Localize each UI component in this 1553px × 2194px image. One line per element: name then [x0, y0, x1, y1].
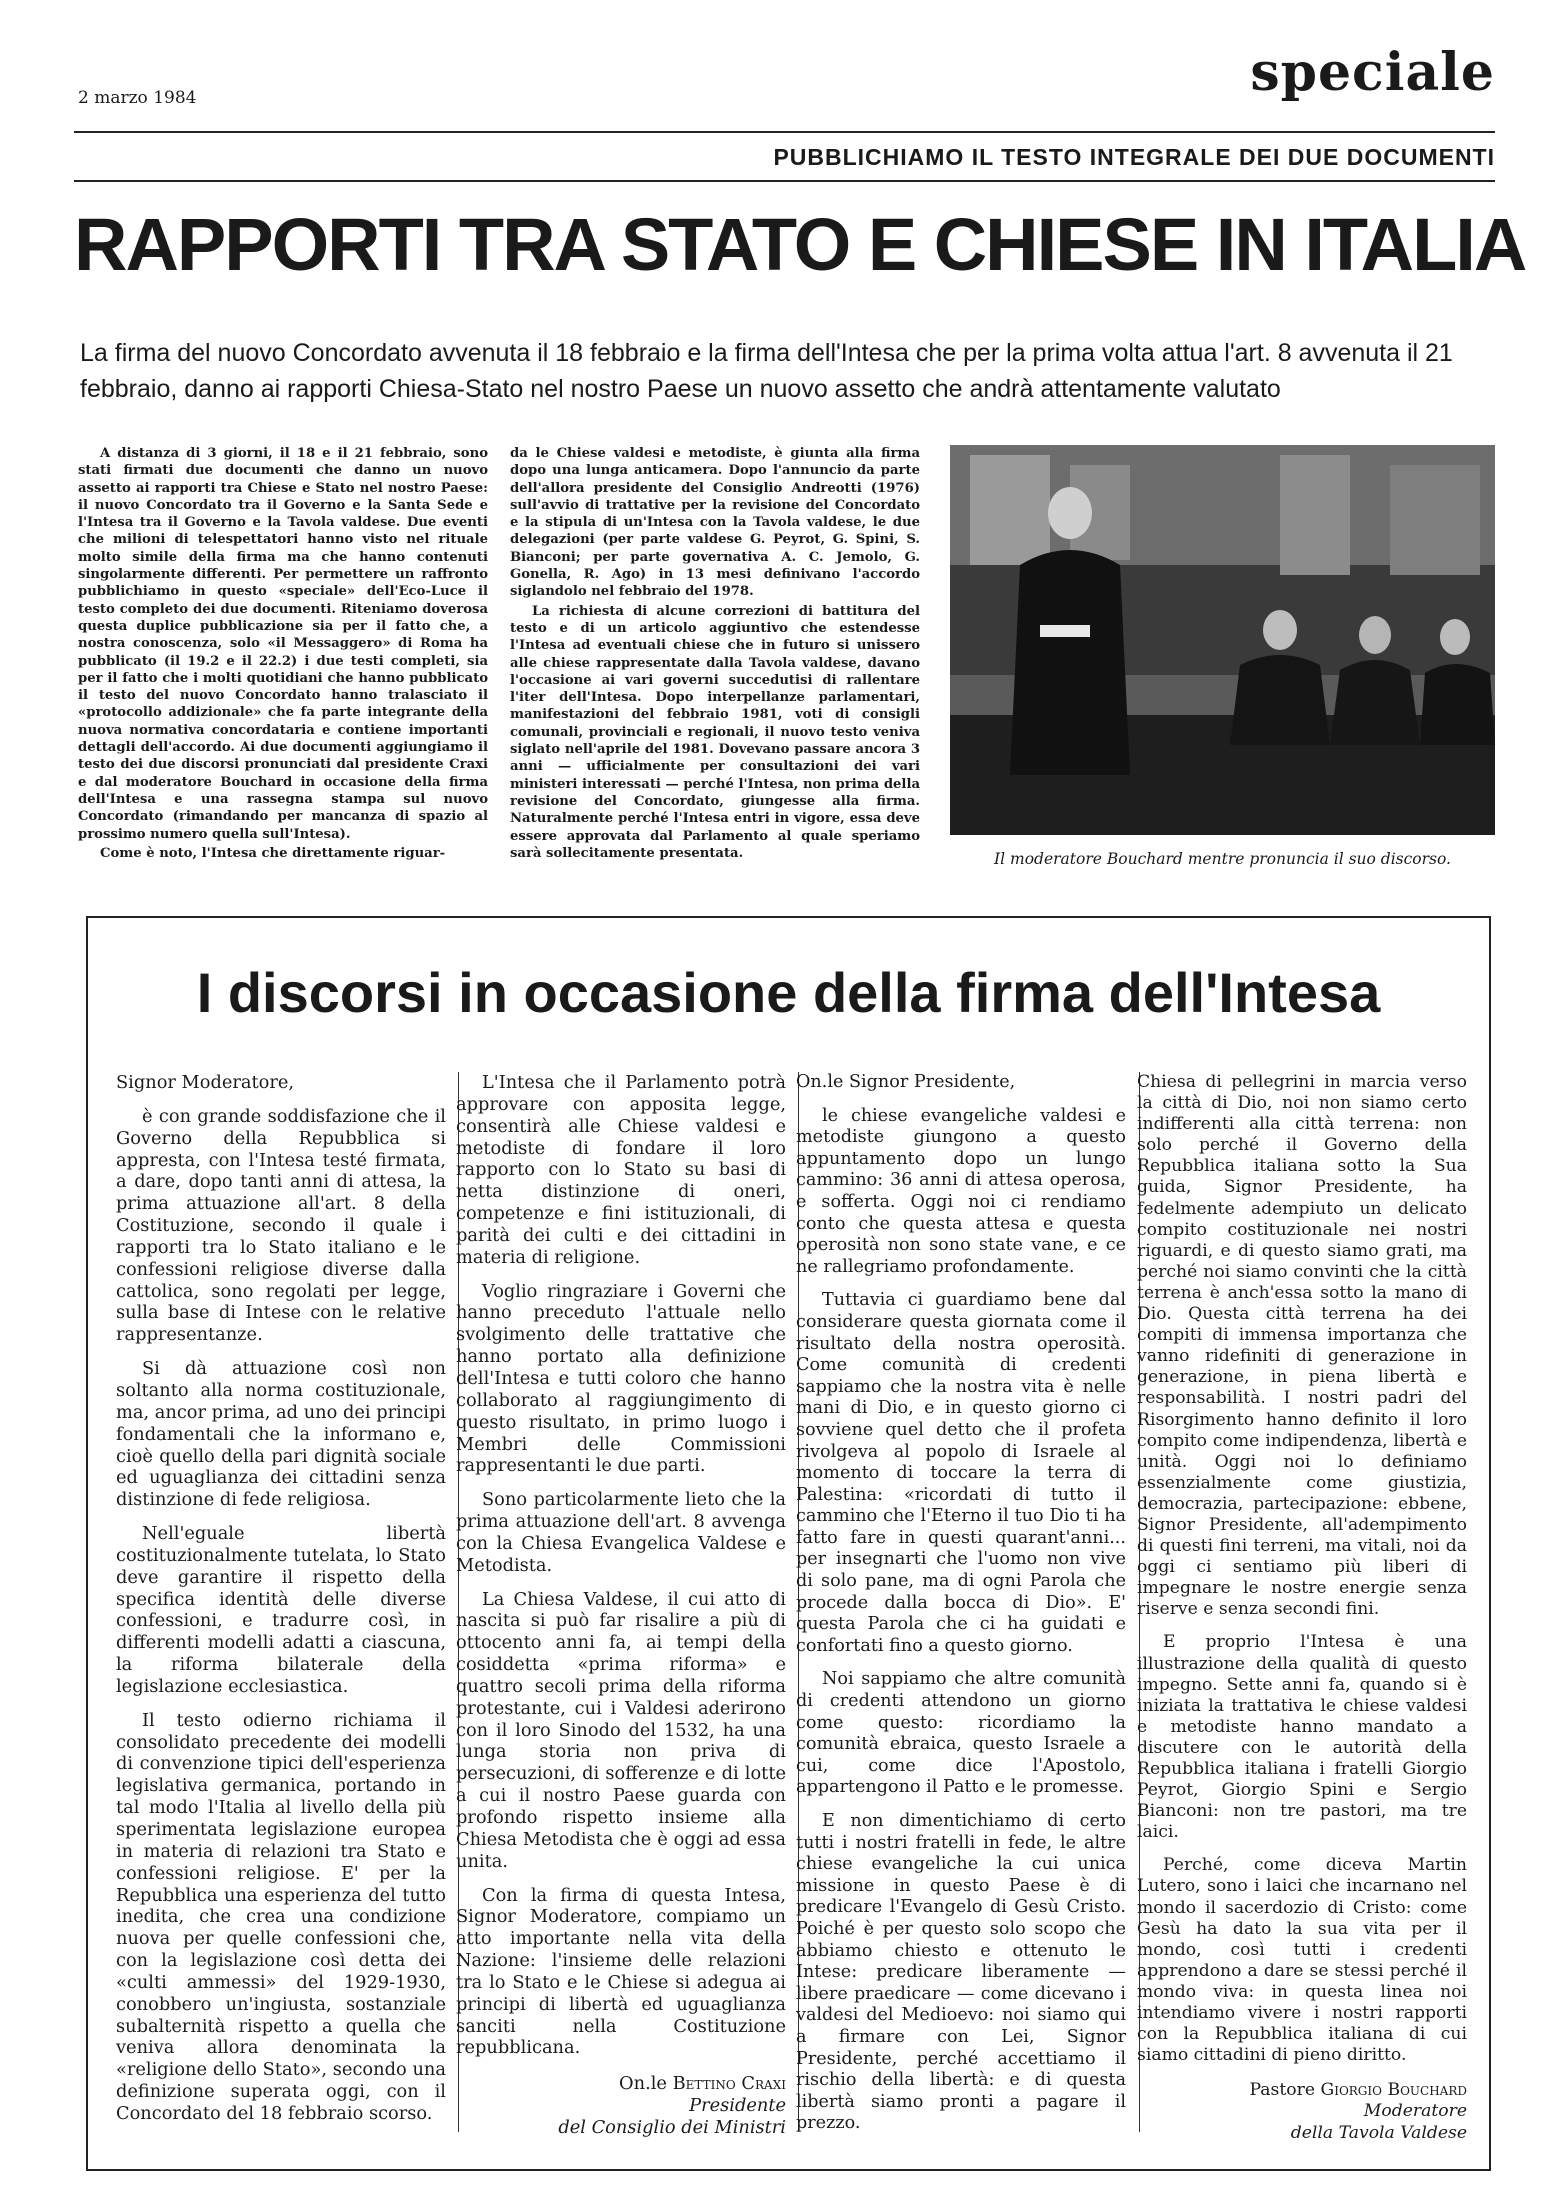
salutation: Signor Moderatore,: [116, 1072, 295, 1093]
bouchard-signature: [1137, 2080, 1467, 2143]
speech-paragraph: Tuttavia ci guardiamo bene dal considerare questa giornata come il risultato della nostra operosità. Come comunità di credenti sappiamo che la nostra vita è nelle mani di Dio, e in questo giorno ci sovviene quel detto che il profeta rivolgeva al popolo di Israele al momento di toccare la terra di Palestina: «ricordati di tutto il cammino che l'Eterno il tuo Dio ti ha fatto fare in questi quarant'anni... per insegnarti che l'uomo non vive di solo pane, ma di ogni Parola che procede dalla bocca di Dio». E' questa Parola che ci ha guidati e confortati fino a questo giorno.: [796, 1290, 1126, 1656]
craxi-signature: [456, 2073, 786, 2139]
intro-paragraph: La richiesta di alcune correzioni di battitura del testo e di un articolo aggiuntivo che estendesse l'Intesa ad eventuali chiese che in futuro si unissero alle chiese rappresentate dalla Tavola valdese, davano l'occasione ai vari governi succedutisi di rallentare l'iter dell'Intesa. Dopo interpellanze parlamentari, manifestazioni del febbraio 1981, voti di consigli comunali, provinciali e regionali, il nuovo testo veniva siglato nell'aprile del 1981. Dovevano passare ancora 3 anni — ufficialmente per consultazioni dei vari ministeri interessati — perché l'Intesa, non prima della revisione del Concordato, giungesse alla firma. Naturalmente perché l'Intesa entri in vigore, essa deve essere approvata dal Parlamento al quale speriamo sarà sollecitamente presentata.: [510, 603, 920, 861]
speech-paragraph: Sono particolarmente lieto che la prima attuazione dell'art. 8 avvenga con la Chiesa Evangelica Valdese e Metodista.: [456, 1489, 786, 1576]
headline: RAPPORTI TRA STATO E CHIESE IN ITALIA: [74, 203, 1526, 286]
intro-paragraph: A distanza di 3 giorni, il 18 e il 21 febbraio, sono stati firmati due documenti che danno un nuovo assetto ai rapporti tra Chiese e Stato nel nostro Paese: il nuovo Concordato tra il Governo e la Santa Sede e l'Intesa tra il Governo e la Tavola valdese. Due eventi che milioni di telespettatori hanno visto nel rituale molto simile della firma ma che hanno contenuti singolarmente differenti. Per permettere un raffronto pubblichiamo in questo «speciale» dell'Eco-Luce il testo completo dei due documenti. Riteniamo doverosa questa duplice pubblicazione sia per il fatto che, a nostra conoscenza, solo «il Messaggero» di Roma ha pubblicato (il 19.2 e il 22.2) i due testi completi, sia per il fatto che i molti quotidiani che hanno pubblicato il testo del nuovo Concordato hanno tralasciato il «protocollo addizionale» che fa parte integrante della nuova normativa concordataria e contiene importanti dettagli dell'accordo. Ai due documenti aggiungiamo il testo dei due discorsi pronunciati dal presidente Craxi e dal moderatore Bouchard in occasione della firma dell'Intesa e una rassegna stampa sul nuovo Concordato (rimandando per mancanza di spazio al prossimo numero quella sull'Intesa).: [78, 446, 488, 842]
speech-paragraph: E non dimentichiamo di certo tutti i nostri fratelli in fede, le altre chiese evangeliche la cui unica missione in questo Paese è di predicare l'Evangelo di Gesù Cristo. Poiché è per questo solo scopo che abbiamo chiesto e ottenuto le Intese: predicare liberamente — libere praedicare — come dicevano i valdesi del Medioevo: noi siamo qui a firmare con Lei, Signor Presidente, perché accettiamo il rischio della libertà: e di questa libertà siamo pronti a pagare il prezzo.: [796, 1811, 1126, 2134]
kicker-rule: [74, 180, 1495, 182]
intro-paragraph: da le Chiese valdesi e metodiste, è giunta alla firma dopo una lunga anticamera. Dopo l'annuncio da parte dell'allora presidente del Consiglio Andreotti (1976) sull'avvio di trattative per la revisione del Concordato e la stipula di un'Intesa con la Tavola valdese, le due delegazioni (per parte valdese G. Peyrot, G. Spini, S. Bianconi; per parte governativa A. C. Jemolo, G. Gonella, R. Ago) in 13 mesi definivano l'accordo siglandolo nel febbraio del 1978.: [510, 446, 920, 600]
speech-paragraph: L'Intesa che il Parlamento potrà approvare con apposita legge, consentirà alle Chiese valdesi e metodiste di fondare il loro rapporto con lo Stato su basi di netta distinzione di oneri, competenze e fini istituzionali, di parità dei culti e dei cittadini in materia di religione.: [456, 1072, 786, 1268]
speech-paragraph: Noi sappiamo che altre comunità di credenti attendono un giorno come questo: ricordiamo la comunità ebraica, questo Israele a cui, come dice l'Apostolo, appartengono il Patto e le promesse.: [796, 1669, 1126, 1798]
header-rule: [74, 131, 1495, 133]
speech-paragraph: Perché, come diceva Martin Lutero, sono i laici che incarnano nel mondo il sacerdozio di Cristo: come Gesù ha dato la sua vita per il mondo, così tutti i credenti apprendono a dare se stessi perché il mondo viva: in questa linea noi intendiamo vivere i nostri rapporti con la Repubblica italiana di cui siamo cittadini di pieno diritto.: [1137, 1855, 1467, 2066]
issue-date: 2 marzo 1984: [78, 88, 197, 108]
intro-paragraph: Come è noto, l'Intesa che direttamente riguar-: [100, 845, 446, 861]
photo-moderator-speech: [950, 445, 1495, 835]
craxi-speech-col-1: [116, 1072, 446, 2137]
speech-paragraph: E proprio l'Intesa è una illustrazione della qualità di questo impegno. Sette anni fa, quando si è iniziata la trattativa le chiese valdesi e metodiste hanno mandato a discutere con le autorità della Repubblica italiana i fratelli Giorgio Peyrot, Giorgio Spini e Sergio Bianconi: non tre pastori, ma tre laici.: [1137, 1632, 1467, 1843]
speech-paragraph: è con grande soddisfazione che il Governo della Repubblica si appresta, con l'Intesa testé firmata, a dare, dopo tanti anni di attesa, la prima attuazione all'art. 8 della Costituzione, secondo il quale i rapporti tra lo Stato italiano e le confessioni religiose diverse dalla cattolica, sono regolati per legge, sulla base di Intese con le relative rappresentanze.: [116, 1105, 446, 1346]
bouchard-speech-col-2: [1137, 1072, 1467, 2144]
bouchard-speech-col-1: [796, 1072, 1126, 2147]
signature-name: Giorgio Bouchard: [1320, 2080, 1467, 2101]
speech-paragraph: Con la firma di questa Intesa, Signor Moderatore, compiamo un atto importante nella vita della Nazione: l'insieme delle relazioni tra lo Stato e le Chiese si adegua ai principi di libertà ed uguaglianza sanciti nella Costituzione repubblicana.: [456, 1884, 786, 2059]
speech-paragraph: Nell'eguale libertà costituzionalmente tutelata, lo Stato deve garantire il rispetto della specifica identità delle diverse confessioni, e tradurre così, in differenti modelli adatti a ciascuna, la riforma bilaterale della legislazione ecclesiastica.: [116, 1523, 446, 1697]
signature-role: della Tavola Valdese: [1290, 2122, 1467, 2143]
speech-paragraph: Chiesa di pellegrini in marcia verso la città di Dio, noi non siamo certo indifferenti alla città terrena: non solo perché il Governo della Repubblica italiana sotto la Sua guida, Signor Presidente, ha fedelmente adempiuto un delicato compito costituzionale nei nostri riguardi, e di questo siamo grati, ma perché noi siamo convinti che la città terrena è anch'essa sotto la mano di Dio. Questa città terrena ha dei compiti di immensa importanza che vanno ridefiniti di generazione in generazione, in piena libertà e responsabilità. I nostri padri del Risorgimento hanno definito il loro compito come indipendenza, libertà e unità. Oggi noi lo definiamo essenzialmente come giustizia, democrazia, partecipazione: ebbene, Signor Presidente, all'adempimento di questi fini terreni, ma vitali, noi da oggi ci sentiamo più liberi di impegnare le nostre energie senza riserve e senza secondi fini.: [1137, 1072, 1467, 1620]
signature-role: del Consiglio dei Ministri: [558, 2116, 786, 2138]
speech-paragraph: Si dà attuazione così non soltanto alla norma costituzionale, ma, ancor prima, ad uno dei principi fondamentali che la informano e, cioè quello della pari dignità sociale ed uguaglianza dei cittadini senza distinzione di fede religiosa.: [116, 1358, 446, 1511]
signature-role: Presidente: [689, 2095, 786, 2117]
intro-column-2: [510, 445, 920, 864]
speech-paragraph: Il testo odierno richiama il consolidato precedente dei modelli di convenzione tipici dell'esperienza legislativa germanica, portando in tal modo l'Italia al livello della più sperimentata legislazione europea in materia di relazioni tra Stato e confessioni religiose. E' per la Repubblica una esperienza del tutto inedita, che crea una condizione nuova per quelle confessioni che, con la legislazione così detta dei «culti ammessi» del 1929-1930, conobbero un'ingiusta, sostanziale subalternità rispetto a quella che veniva allora denominata la «religione dello Stato», secondo una definizione superata oggi, con il Concordato del 18 febbraio scorso.: [116, 1709, 446, 2124]
photo-caption: Il moderatore Bouchard mentre pronuncia il suo discorso.: [994, 850, 1451, 868]
signature-title: On.le: [619, 2073, 667, 2095]
speech-paragraph: La Chiesa Valdese, il cui atto di nascita si può far risalire a più di ottocento anni fa, ai tempi della cosiddetta «prima riforma» e quattro secoli prima della riforma protestante, cui i Valdesi aderirono con il loro Sinodo del 1532, ha una lunga storia non priva di persecuzioni, di sofferenze e di lotte a cui il nostro Paese guarda con profondo rispetto insieme alla Chiesa Metodista che è oggi ad essa unita.: [456, 1588, 786, 1872]
speech-paragraph: le chiese evangeliche valdesi e metodiste giungono a questo appuntamento dopo un lungo cammino: 36 anni di attesa operosa, e sofferta. Oggi noi ci rendiamo conto che questa attesa e questa operosità non sono state vane, e ce ne rallegriamo profondamente.: [796, 1105, 1126, 1277]
section-title: speciale: [1250, 42, 1495, 103]
salutation: On.le Signor Presidente,: [796, 1072, 1016, 1092]
signature-title: Pastore: [1249, 2080, 1315, 2101]
signature-role: Moderatore: [1363, 2101, 1467, 2122]
photo-illustration: [950, 445, 1495, 835]
kicker: PUBBLICHIAMO IL TESTO INTEGRALE DEI DUE DOCUMENTI: [773, 144, 1495, 170]
speech-paragraph: Voglio ringraziare i Governi che hanno preceduto l'attuale nello svolgimento delle trattative che hanno portato alla definizione dell'Intesa e tutti coloro che hanno collaborato al raggiungimento di questo risultato, in primo luogo i Membri delle Commissioni rappresentanti le due parti.: [456, 1280, 786, 1477]
craxi-speech-col-2: [456, 1072, 786, 2139]
speeches-title: I discorsi in occasione della firma dell'Intesa: [196, 961, 1381, 1024]
signature-name: Bettino Craxi: [672, 2073, 786, 2095]
deck: La firma del nuovo Concordato avvenuta il 18 febbraio e la firma dell'Intesa che per la prima volta attua l'art. 8 avvenuta il 21 febbraio, danno ai rapporti Chiesa-Stato nel nostro Paese un nuovo assetto che andrà attentamente valutato: [80, 339, 1453, 403]
intro-column-1: [78, 445, 488, 864]
